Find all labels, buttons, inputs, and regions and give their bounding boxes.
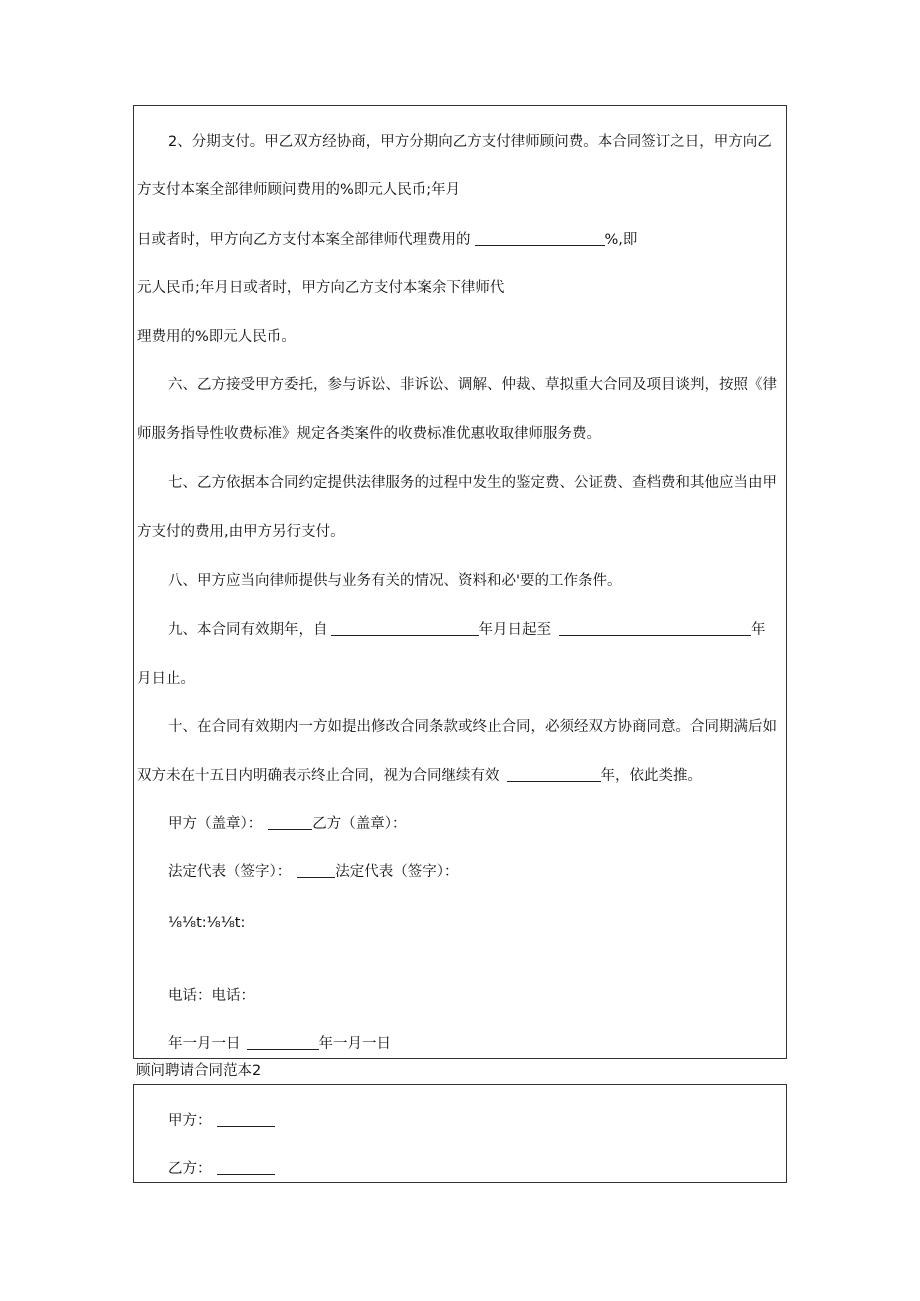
clause-2-line-3-text: 日或者时，甲方向乙方支付本案全部律师代理费用的 (137, 232, 471, 248)
party-a-rep-blank[interactable] (297, 863, 335, 878)
clause-2-line-3-tail: %,即 (604, 232, 638, 248)
clause-2-line-2: 方支付本案全部律师顾问费用的%即元人民币;年月 (137, 182, 461, 198)
clause-2-line-5: 理费用的%即元人民币。 (137, 329, 296, 345)
party-b-label: 乙方： (168, 1161, 212, 1177)
start-date-blank[interactable] (331, 621, 479, 636)
phone-line: 电话：电话： (168, 988, 255, 1004)
renewal-years-blank[interactable] (507, 767, 601, 782)
clause-2-line-4: 元人民币;年月日或者时，甲方向乙方支付本案余下律师代 (137, 280, 505, 296)
clause-2-line-1: 2、分期支付。甲乙双方经协商，甲方分期向乙方支付律师顾问费。本合同签订之日，甲方向乙 (168, 134, 772, 150)
party-a-date: 年一月一日 (168, 1036, 241, 1052)
party-a-label: 甲方： (168, 1113, 212, 1129)
end-date-blank[interactable] (559, 621, 751, 636)
party-b-seal-label: 乙方（盖章）： (312, 816, 407, 832)
signature-line (168, 863, 459, 881)
clause-10-text: 双方未在十五日内明确表示终止合同，视为合同继续有效 (137, 768, 500, 784)
clause-9-text: 九、本合同有效期年，自 (168, 622, 328, 638)
section-caption: 顾问聘请合同范本2 (136, 1063, 262, 1079)
clause-10-tail: 年，依此类推。 (600, 768, 702, 784)
clause-9-mid: 年月日起至 (478, 622, 551, 638)
party-b-date: 年一月一日 (318, 1036, 391, 1052)
seal-line (168, 815, 407, 833)
fill-blank[interactable] (475, 231, 605, 246)
party-a-seal-label: 甲方（盖章）： (168, 816, 263, 832)
party-a-seal-blank[interactable] (268, 815, 312, 830)
clause-8: 八、甲方应当向律师提供与业务有关的情况、资料和必'要的工作条件。 (168, 573, 622, 589)
party-a-line (168, 1112, 275, 1130)
clause-10-line-1: 十、在合同有效期内一方如提出修改合同条款或终止合同，必须经双方协商同意。合同期满后如 (168, 719, 777, 735)
clause-9-tail: 年 (751, 622, 766, 638)
clause-9-line-1 (168, 621, 766, 639)
clause-6-line-1: 六、乙方接受甲方委托，参与诉讼、非诉讼、调解、仲裁、草拟重大合同及项目谈判，按照《律 (168, 377, 777, 393)
party-b-line (168, 1160, 275, 1178)
clause-2-line-3 (137, 231, 637, 249)
party-a-name-blank[interactable] (217, 1112, 275, 1127)
address-line: ⅛⅛t:⅛⅛t: (168, 915, 246, 931)
clause-7-line-2: 方支付的费用,由甲方另行支付。 (137, 524, 345, 540)
clause-7-line-1: 七、乙方依据本合同约定提供法律服务的过程中发生的鉴定费、公证费、查档费和其他应当由甲 (168, 475, 777, 491)
date-line (168, 1035, 391, 1053)
date-blank[interactable] (247, 1035, 319, 1050)
clause-6-line-2: 师服务指导性收费标准》规定各类案件的收费标准优惠收取律师服务费。 (137, 426, 601, 442)
clause-10-line-2 (137, 767, 702, 785)
clause-9-line-2: 月日止。 (137, 671, 195, 687)
party-a-rep-label: 法定代表（签字）： (168, 864, 292, 880)
party-b-rep-label: 法定代表（签字）： (335, 864, 459, 880)
party-b-name-blank[interactable] (217, 1160, 275, 1175)
